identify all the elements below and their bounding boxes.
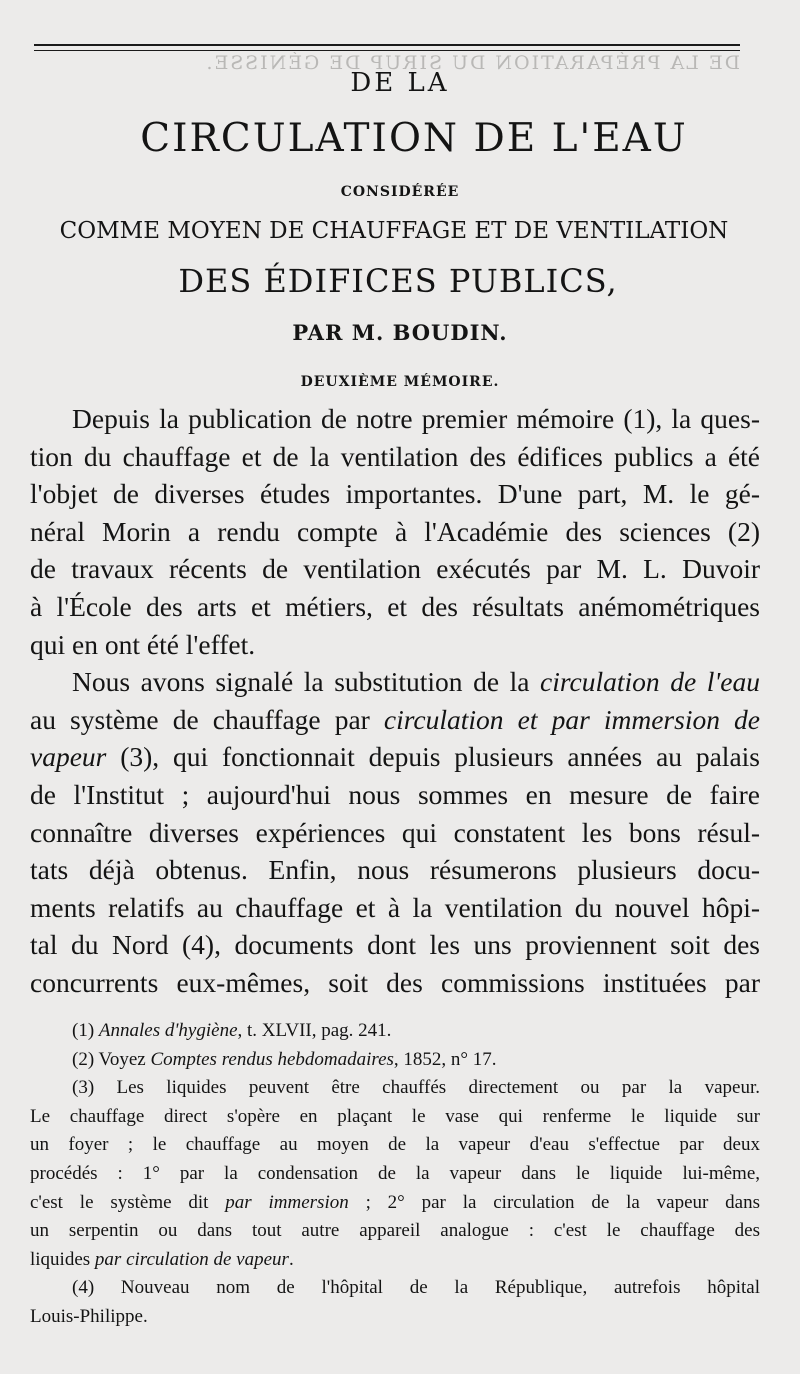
running-header-bleedthrough: DE LA PRÉPARATION DU SIRUP DE GÉNISSE. bbox=[204, 52, 740, 74]
page-title: CIRCULATION DE L'EAU bbox=[140, 116, 688, 161]
body-line: tion du chauffage et de la ventilation des édifices publics a été bbox=[30, 440, 760, 472]
footnote-line: Le chauffage direct s'opère en plaçant le vase qui renferme le liquide sur bbox=[30, 1105, 760, 1127]
footnote-line: (1) Annales d'hygiène, t. XLVII, pag. 241. bbox=[72, 1020, 392, 1041]
footnote-line: procédés : 1° par la condensation de la vapeur dans le liquide lui-même, bbox=[30, 1162, 760, 1184]
author-line: PAR M. BOUDIN. bbox=[292, 320, 508, 345]
memoir-label: DEUXIÈME MÉMOIRE. bbox=[300, 374, 500, 390]
body-line: tats déjà obtenus. Enfin, nous résumerons plusieurs docu- bbox=[30, 854, 760, 886]
footnote-line: (4) Nouveau nom de l'hôpital de la République, autrefois hôpital bbox=[72, 1277, 760, 1299]
body-line: tal du Nord (4), documents dont les uns proviennent soit des bbox=[30, 929, 760, 961]
title-de-la: DE LA bbox=[350, 68, 450, 98]
body-line: Nous avons signalé la substitution de la circulation de l'eau bbox=[72, 666, 760, 698]
footnote-line: (2) Voyez Comptes rendus hebdomadaires, 1852, n° 17. bbox=[72, 1048, 497, 1070]
body-line: concurrents eux-mêmes, soit des commissions instituées par bbox=[30, 966, 760, 998]
footnotes bbox=[30, 1017, 760, 1332]
subtitle-comme: COMME MOYEN DE CHAUFFAGE ET DE VENTILATION bbox=[59, 218, 729, 244]
header-rule-thick bbox=[34, 44, 740, 46]
body-line: de travaux récents de ventilation exécutés par M. L. Duvoir bbox=[30, 553, 760, 585]
footnote-line: un foyer ; le chauffage au moyen de la vapeur d'eau s'effectue par deux bbox=[30, 1134, 760, 1156]
body-line: qui en ont été l'effet. bbox=[30, 628, 256, 660]
body-line: ments relatifs au chauffage et à la ventilation du nouvel hôpi- bbox=[30, 891, 760, 923]
footnote-line: Louis-Philippe. bbox=[30, 1305, 148, 1327]
title-considered: CONSIDÉRÉE bbox=[340, 184, 460, 200]
body-line: vapeur (3), qui fonctionnait depuis plusieurs années au palais bbox=[30, 741, 760, 773]
footnote-line: un serpentin ou dans tout autre appareil analogue : c'est le chauffage des bbox=[30, 1220, 760, 1242]
body-text bbox=[30, 400, 760, 1002]
subtitle-des-edifices: DES ÉDIFICES PUBLICS, bbox=[178, 262, 618, 300]
footnote-line: c'est le système dit par immersion ; 2° par la circulation de la vapeur dans bbox=[30, 1191, 760, 1213]
footnote-line: liquides par circulation de vapeur. bbox=[30, 1248, 294, 1270]
body-line: l'objet de diverses études importantes. D'une part, M. le gé- bbox=[30, 478, 760, 510]
body-line: au système de chauffage par circulation et par immersion de bbox=[30, 703, 760, 735]
body-line: néral Morin a rendu compte à l'Académie des sciences (2) bbox=[30, 515, 760, 547]
body-line: à l'École des arts et métiers, et des résultats anémométriques bbox=[30, 590, 760, 622]
header-rule-thin bbox=[34, 50, 740, 51]
body-line: Depuis la publication de notre premier mémoire (1), la ques- bbox=[72, 403, 760, 434]
footnote-line: (3) Les liquides peuvent être chauffés directement ou par la vapeur. bbox=[72, 1077, 760, 1099]
body-line: de l'Institut ; aujourd'hui nous sommes en mesure de faire bbox=[30, 778, 760, 810]
body-line: connaître diverses expériences qui constatent les bons résul- bbox=[30, 816, 760, 848]
